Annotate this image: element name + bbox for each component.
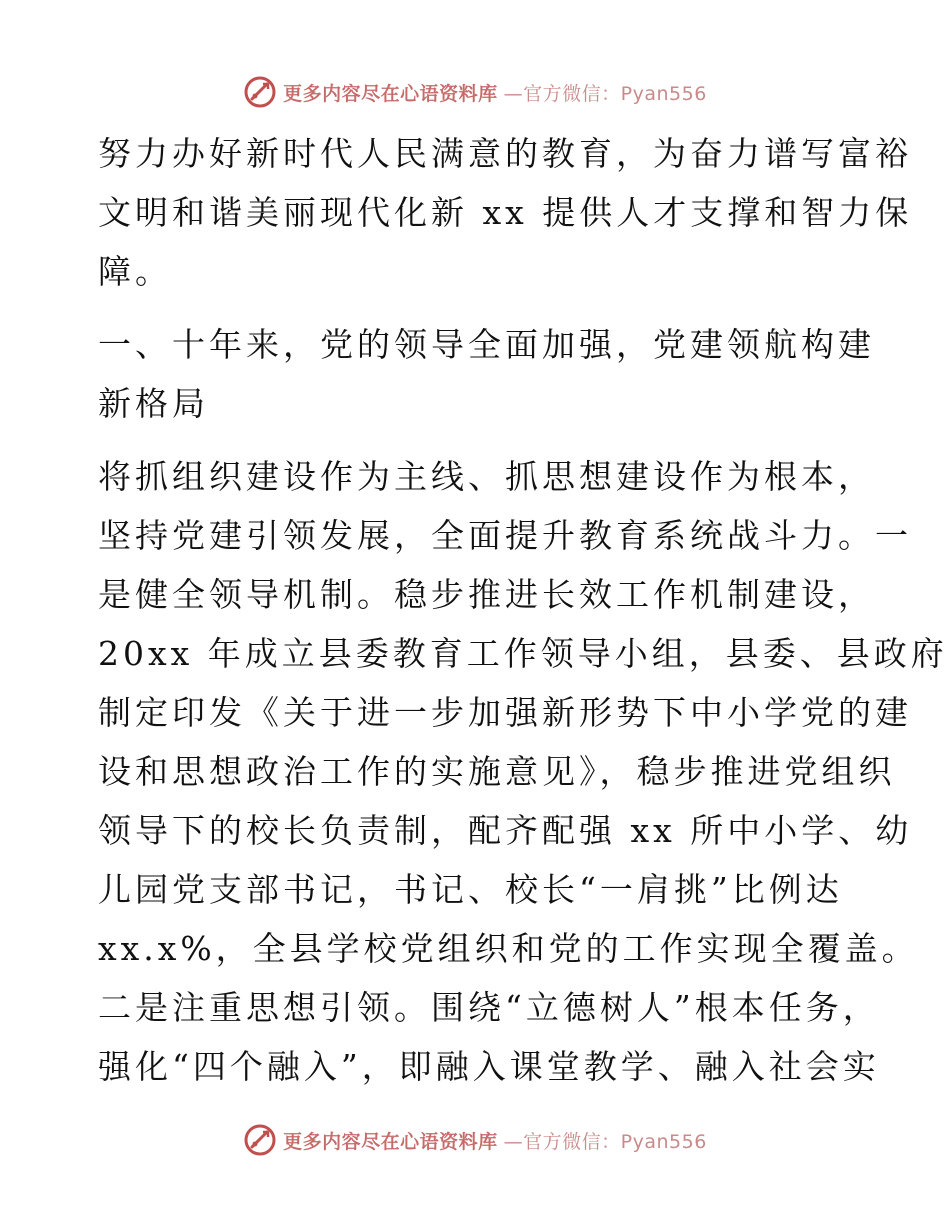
watermark-main-text: 更多内容尽在心语资料库 xyxy=(283,1130,498,1153)
text-line: 领导下的校长负责制，配齐配强 xx 所中小学、幼 xyxy=(98,811,913,850)
text-line: 儿园党支部书记，书记、校长“一肩挑”比例达 xyxy=(98,870,843,909)
watermark-sub-text: —官方微信：Pyan556 xyxy=(503,82,707,105)
watermark-sub-text: —官方微信：Pyan556 xyxy=(503,1130,707,1153)
logo-icon xyxy=(243,1123,277,1157)
text-line: 是健全领导机制。稳步推进长效工作机制建设， xyxy=(98,575,875,614)
text-line: 强化“四个融入”，即融入课堂教学、融入社会实 xyxy=(98,1047,880,1086)
logo-icon xyxy=(243,75,277,109)
text-line: xx.x%，全县学校党组织和党的工作实现全覆盖。 xyxy=(98,929,919,968)
text-line: 制定印发《关于进一步加强新形势下中小学党的建 xyxy=(98,693,912,732)
text-line: 努力办好新时代人民满意的教育，为奋力谱写富裕 xyxy=(98,134,912,173)
text-line: 二是注重思想引领。围绕“立德树人”根本任务， xyxy=(98,988,880,1027)
watermark-header xyxy=(0,72,950,112)
watermark-footer xyxy=(0,1120,950,1160)
text-line: 文明和谐美丽现代化新 xx 提供人才支撑和智力保 xyxy=(98,193,913,232)
text-line: 设和思想政治工作的实施意见》，稳步推进党组织 xyxy=(98,752,896,791)
text-line: 坚持党建引领发展，全面提升教育系统战斗力。一 xyxy=(98,516,912,555)
paragraph-body xyxy=(98,447,948,1096)
section-heading xyxy=(98,315,875,433)
document-body xyxy=(98,124,948,1096)
watermark-main-text: 更多内容尽在心语资料库 xyxy=(283,82,498,105)
text-line: 新格局 xyxy=(98,384,209,423)
text-line: 将抓组织建设作为主线、抓思想建设作为根本， xyxy=(98,457,875,496)
text-line: 障。 xyxy=(98,252,172,291)
text-line: 一、十年来，党的领导全面加强，党建领航构建 xyxy=(98,325,875,364)
paragraph-intro xyxy=(98,124,913,301)
text-line: 20xx 年成立县委教育工作领导小组，县委、县政府 xyxy=(98,634,948,673)
